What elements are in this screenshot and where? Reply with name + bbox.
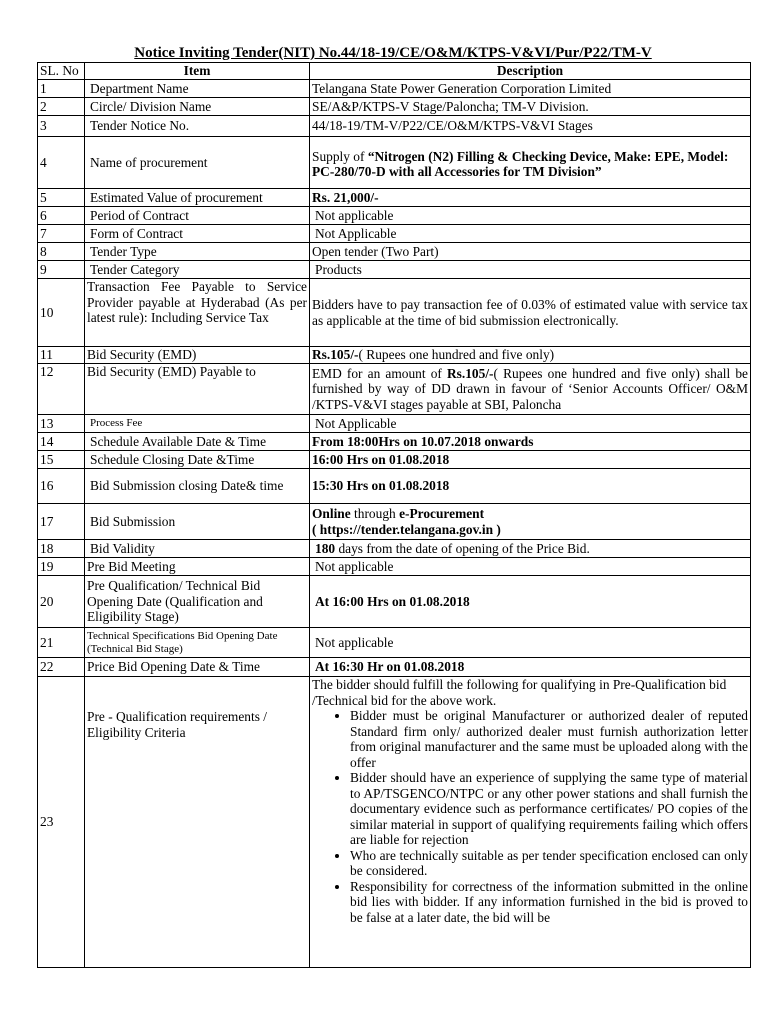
row-item [85,677,310,968]
procurement-name: “Nitrogen (N2) Filling & Checking Device, Make: EPE, Model: PC-280/70-D with all Accessories for TM Division” [312,148,729,179]
desc-suffix: ( Rupees one hundred and five only) shall be furnished by way of DD drawn in favour of ‘Senior Accounts Officer/ O&M /KTPS-V&VI stages payable at SBI, Paloncha [312,365,748,412]
row-desc: At 16:00 Hrs on 01.08.2018 [310,576,751,628]
table-row [38,658,751,677]
row-item: Bid Security (EMD) [85,347,310,364]
row-item: Transaction Fee Payable to Service Provider payable at Hyderabad (As per latest rule): Including Service Tax [85,279,310,347]
row-item: Estimated Value of procurement [85,189,310,207]
validity-text: days from the date of opening of the Price Bid. [335,540,590,556]
row-sl: 14 [38,433,85,451]
row-sl: 13 [38,415,85,433]
row-desc [310,137,751,189]
row-item: Schedule Available Date & Time [85,433,310,451]
row-item: Form of Contract [85,225,310,243]
row-item: Pre Bid Meeting [85,558,310,576]
row-item: Tender Notice No. [85,116,310,137]
row-item: Bid Security (EMD) Payable to [85,364,310,415]
table-row [38,80,751,98]
criteria-item: • Bidder should have an experience of supplying the same type of material to AP/TSGENCO/NTPC or any other power stations and shall furnish the documentary evidence such as performance certificates/ PO copies of the similar material in support of qualifying requirements failing which offers are liable for rejection [350,770,748,848]
row-sl: 15 [38,451,85,469]
desc-mid: through [350,506,400,521]
row-item: Pre Qualification/ Technical Bid Opening Date (Qualification and Eligibility Stage) [85,576,310,628]
header-sl-no: SL. No [38,63,85,80]
row-sl: 18 [38,540,85,558]
table-row [38,243,751,261]
table-row [38,225,751,243]
row-desc: Not applicable [310,628,751,658]
row-sl: 6 [38,207,85,225]
row-desc: Not applicable [310,207,751,225]
row-desc: 44/18-19/TM-V/P22/CE/O&M/KTPS-V&VI Stages [310,116,751,137]
row-sl: 9 [38,261,85,279]
row-sl: 4 [38,137,85,189]
emd-words: ( Rupees one hundred and five only) [358,347,555,363]
row-desc [310,504,751,540]
row-item: Bid Submission closing Date& time [85,469,310,504]
desc-prefix: Supply of [312,148,368,164]
row-desc: 16:00 Hrs on 01.08.2018 [310,451,751,469]
criteria-item: • Bidder must be original Manufacturer or authorized dealer of reputed Standard firm only/ authorized dealer must furnish authorization letter from original manufacturer and the same must be uploaded along with the offer [350,708,748,770]
row-desc: Not Applicable [310,225,751,243]
row-item: Name of procurement [85,137,310,189]
row-sl: 2 [38,98,85,116]
row-desc: Products [310,261,751,279]
row-sl: 19 [38,558,85,576]
page-title: Notice Inviting Tender(NIT) No.44/18-19/CE/O&M/KTPS-V&VI/Pur/P22/TM-V [134,45,652,61]
row-item: Bid Submission [85,504,310,540]
row-sl: 8 [38,243,85,261]
row-item: Bid Validity [85,540,310,558]
table-row [38,558,751,576]
row-desc: From 18:00Hrs on 10.07.2018 onwards [310,433,751,451]
table-row [38,279,751,347]
table-row [38,347,751,364]
row-sl: 11 [38,347,85,364]
table-row [38,415,751,433]
criteria-item: • Responsibility for correctness of the information submitted in the online bid lies with bidder. If any information furnished in the bid is proved to be false at a later date, the bid will be [350,879,748,926]
submission-portal: e-Procurement [399,506,485,521]
row-sl: 16 [38,469,85,504]
table-row [38,433,751,451]
row-desc [310,540,751,558]
row-item: Technical Specifications Bid Opening Date (Technical Bid Stage) [85,628,310,658]
criteria-label: Pre - Qualification requirements / Eligibility Criteria [87,709,267,740]
header-item: Item [85,63,310,80]
row-sl: 3 [38,116,85,137]
row-desc [310,364,751,415]
desc-prefix: EMD for an amount of [312,365,447,381]
row-sl: 7 [38,225,85,243]
row-desc [310,677,751,968]
table-header-row [38,63,751,80]
emd-amount: Rs.105/- [312,347,359,363]
table-row [38,189,751,207]
table-row [38,677,751,968]
row-item: Tender Category [85,261,310,279]
row-desc: SE/A&P/KTPS-V Stage/Paloncha; TM-V Division. [310,98,751,116]
portal-url: ( https://tender.telangana.gov.in ) [312,521,501,537]
row-desc: Telangana State Power Generation Corporation Limited [310,80,751,98]
criteria-list [312,708,748,925]
criteria-item: • Who are technically suitable as per tender specification enclosed can only be considered. [350,848,748,879]
table-row [38,504,751,540]
row-item: Process Fee [85,415,310,433]
row-sl: 20 [38,576,85,628]
table-row [38,98,751,116]
row-item: Circle/ Division Name [85,98,310,116]
header-description: Description [310,63,751,80]
tender-table [37,62,751,968]
table-row [38,540,751,558]
row-desc: Not applicable [310,558,751,576]
table-row [38,137,751,189]
row-sl: 1 [38,80,85,98]
row-item: Period of Contract [85,207,310,225]
row-sl: 10 [38,279,85,347]
row-desc: Rs. 21,000/- [310,189,751,207]
row-desc: 15:30 Hrs on 01.08.2018 [310,469,751,504]
row-item: Department Name [85,80,310,98]
table-row [38,364,751,415]
row-desc: At 16:30 Hr on 01.08.2018 [310,658,751,677]
row-item: Schedule Closing Date &Time [85,451,310,469]
row-sl: 22 [38,658,85,677]
row-item: Price Bid Opening Date & Time [85,658,310,677]
criteria-intro: The bidder should fulfill the following for qualifying in Pre-Qualification bid /Technical bid for the above work. [312,677,727,708]
row-desc [310,347,751,364]
table-row [38,576,751,628]
row-sl: 17 [38,504,85,540]
submission-mode: Online [312,506,351,521]
table-row [38,207,751,225]
table-row [38,261,751,279]
table-row [38,116,751,137]
validity-days: 180 [315,540,336,556]
row-desc: Not Applicable [310,415,751,433]
row-sl: 23 [38,677,85,968]
row-desc: Bidders have to pay transaction fee of 0.03% of estimated value with service tax as applicable at the time of bid submission electronically. [310,279,751,347]
row-sl: 12 [38,364,85,415]
row-sl: 21 [38,628,85,658]
table-row [38,628,751,658]
row-sl: 5 [38,189,85,207]
row-item: Tender Type [85,243,310,261]
table-row [38,469,751,504]
table-row [38,451,751,469]
emd-amount: Rs.105/- [447,365,494,381]
row-desc: Open tender (Two Part) [310,243,751,261]
